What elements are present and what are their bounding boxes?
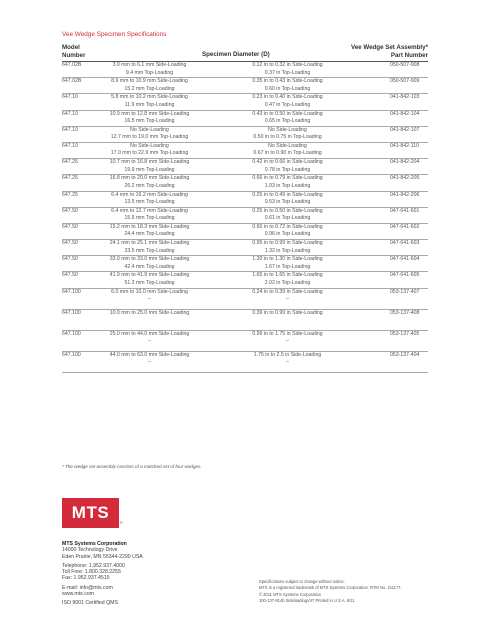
part-number-cell: 053-137-405 — [390, 330, 420, 337]
model-number-cell: 647.10 — [62, 126, 78, 133]
diameter-mm-line: 42.4 mm Top-Loading — [124, 263, 175, 270]
diameter-mm-line: 44.0 mm to 63.0 mm Side-Loading — [109, 351, 190, 358]
diameter-in-cell — [220, 94, 355, 109]
diameter-mm-line: 33.0 mm to 33.0 mm Side-Loading — [109, 256, 190, 263]
diameter-mm-cell — [82, 272, 217, 287]
diameter-in-cell — [220, 256, 355, 271]
diameter-mm-line: 10.0 mm to 25.0 mm Side-Loading — [109, 309, 190, 316]
diameter-in-cell — [220, 62, 355, 77]
registered-mark: ® — [120, 521, 123, 525]
part-number-cell: 050-507-908 — [390, 62, 420, 68]
part-number-cell: 041-842-103 — [390, 94, 420, 101]
part-number-cell: 041-842-204 — [390, 159, 420, 166]
diameter-in-line: No Side-Loading — [268, 126, 307, 133]
diameter-mm-line: 33.5 mm Top-Loading — [124, 247, 175, 254]
diameter-mm-cell — [82, 62, 217, 77]
diameter-in-line: – — [286, 338, 289, 345]
diameter-mm-line: 10.9 mm to 12.8 mm Side-Loading — [109, 110, 190, 117]
diameter-in-line: 0.42 in to 0.66 in Side-Loading — [252, 159, 323, 166]
part-number-cell: 041-842-110 — [390, 142, 420, 149]
diameter-in-cell — [220, 240, 355, 255]
diameter-in-line: 1.32 in Top-Loading — [264, 247, 311, 254]
part-number-cell: 053-137-404 — [390, 351, 420, 358]
diameter-mm-cell — [82, 192, 217, 207]
diameter-mm-cell — [82, 224, 217, 239]
table-row — [62, 289, 428, 310]
diameter-mm-cell — [82, 289, 217, 304]
diameter-mm-line: 15.5 mm Top-Loading — [124, 215, 175, 222]
diameter-mm-line: 16.5 mm Top-Loading — [124, 118, 175, 125]
diameter-in-line: 1.03 in Top-Loading — [264, 182, 311, 189]
diameter-mm-cell — [82, 159, 217, 174]
model-number-cell: 647.02B — [62, 78, 82, 85]
diameter-in-cell — [220, 352, 355, 367]
diameter-in-line: – — [286, 359, 289, 366]
page-title: Vee Wedge Specimen Specifications — [62, 31, 167, 38]
diameter-mm-line: 5.8 mm to 10.2 mm Side-Loading — [111, 94, 188, 101]
table-row — [62, 78, 428, 94]
header-part-number: Vee Wedge Set Assembly* Part Number — [350, 44, 428, 59]
diameter-in-line: 0.66 in to 0.79 in Side-Loading — [252, 175, 323, 182]
model-number-cell: 647.25 — [62, 159, 78, 166]
diameter-mm-cell — [82, 175, 217, 190]
iso-certification: ISO 9001 Certified QMS — [62, 600, 118, 607]
diameter-mm-line: 15.2 mm to 18.3 mm Side-Loading — [109, 223, 190, 230]
diameter-mm-line: 17.0 mm to 22.9 mm Top-Loading — [110, 150, 189, 157]
table-row — [62, 310, 428, 331]
diameter-mm-line: 25.0 mm to 44.0 mm Side-Loading — [109, 330, 190, 337]
diameter-in-line: 1.67 in Top-Loading — [264, 263, 311, 270]
diameter-mm-cell — [82, 208, 217, 223]
diameter-in-line: 0.67 in to 0.90 in Top-Loading — [253, 150, 322, 157]
fax: Fax: 1.952.937.4515 — [62, 575, 110, 582]
table-row — [62, 272, 428, 288]
specifications-table — [62, 61, 428, 373]
part-number-cell: 047-641-604 — [390, 256, 420, 263]
website-link[interactable]: www.mts.com — [62, 591, 94, 598]
diameter-mm-line: 6.0 mm to 10.0 mm Side-Loading — [111, 288, 188, 295]
diameter-mm-cell — [82, 310, 217, 318]
diameter-mm-line: 8.9 mm to 10.9 mm Side-Loading — [111, 78, 188, 85]
diameter-mm-cell — [82, 143, 217, 158]
diameter-mm-cell — [82, 127, 217, 142]
diameter-in-cell — [220, 127, 355, 142]
part-number-cell: 041-842-107 — [390, 126, 420, 133]
diameter-in-cell — [220, 78, 355, 93]
part-number-cell: 053-137-407 — [390, 288, 420, 295]
diameter-mm-line: 19.9 mm Top-Loading — [124, 166, 175, 173]
legal-line-4: 100-137-814b SideloadingV47 Printed in U.S.A. 9/11 — [259, 597, 355, 603]
diameter-mm-line: 26.2 mm Top-Loading — [124, 182, 175, 189]
model-number-cell: 647.50 — [62, 256, 78, 263]
table-row — [62, 331, 428, 352]
diameter-in-line: 0.61 in Top-Loading — [264, 215, 311, 222]
model-number-cell: 647.50 — [62, 207, 78, 214]
table-row — [62, 94, 428, 110]
mts-logo: MTS — [62, 498, 119, 528]
diameter-in-line: 0.43 in to 0.50 in Side-Loading — [252, 110, 323, 117]
diameter-mm-line: 6.4 mm to 12.7 mm Side-Loading — [111, 207, 188, 214]
diameter-in-cell — [220, 111, 355, 126]
part-number-cell: 041-842-205 — [390, 175, 420, 182]
model-number-cell: 647.100 — [62, 330, 81, 337]
diameter-in-line: 0.95 in to 0.99 in Side-Loading — [252, 240, 323, 247]
diameter-in-line: 0.96 in Top-Loading — [264, 231, 311, 238]
legal-block — [259, 579, 402, 604]
table-row — [62, 256, 428, 272]
part-number-cell: 050-507-909 — [390, 78, 420, 85]
diameter-mm-line: 16.8 mm to 20.0 mm Side-Loading — [109, 175, 190, 182]
diameter-in-line: 0.37 in Top-Loading — [264, 69, 311, 76]
diameter-in-line: 0.65 in Top-Loading — [264, 118, 311, 125]
diameter-mm-line: No Side-Loading — [130, 126, 169, 133]
diameter-mm-cell — [82, 111, 217, 126]
diameter-mm-cell — [82, 331, 217, 346]
diameter-mm-cell — [82, 78, 217, 93]
part-number-cell: 041-842-104 — [390, 110, 420, 117]
diameter-in-line: – — [286, 296, 289, 303]
diameter-in-line: 0.47 in Top-Loading — [264, 101, 311, 108]
diameter-in-line: 0.78 in Top-Loading — [264, 166, 311, 173]
diameter-in-line: 0.25 in to 0.50 in Side-Loading — [252, 207, 323, 214]
diameter-mm-line: 41.9 mm to 41.9 mm Side-Loading — [109, 272, 190, 279]
diameter-in-cell — [220, 175, 355, 190]
company-name: MTS Systems Corporation — [62, 541, 127, 547]
address-line-2: Eden Prairie, MN 55344-2290 USA — [62, 553, 143, 560]
diameter-mm-cell — [82, 256, 217, 271]
model-number-cell: 647.10 — [62, 94, 78, 101]
model-number-cell: 647.10 — [62, 110, 78, 117]
diameter-mm-cell — [82, 94, 217, 109]
diameter-mm-cell — [82, 352, 217, 367]
diameter-in-line: 1.75 in to 2.5 in Side-Loading — [253, 351, 322, 358]
diameter-in-cell — [220, 208, 355, 223]
diameter-mm-line: 24.1 mm to 25.1 mm Side-Loading — [109, 240, 190, 247]
diameter-in-cell — [220, 331, 355, 346]
diameter-in-cell — [220, 289, 355, 304]
model-number-cell: 647.100 — [62, 288, 81, 295]
table-row — [62, 111, 428, 127]
diameter-in-line: 1.65 in to 1.65 in Side-Loading — [252, 272, 323, 279]
part-number-cell: 041-842-206 — [390, 191, 420, 198]
diameter-in-cell — [220, 192, 355, 207]
diameter-in-line: 0.60 in to 0.72 in Side-Loading — [252, 223, 323, 230]
table-row — [62, 127, 428, 143]
diameter-in-cell — [220, 310, 355, 318]
model-number-cell: 647.50 — [62, 240, 78, 247]
diameter-mm-line: – — [148, 296, 151, 303]
diameter-in-line: 0.23 in to 0.40 in Side-Loading — [252, 94, 323, 101]
diameter-mm-line: – — [148, 338, 151, 345]
diameter-in-cell — [220, 159, 355, 174]
diameter-in-line: 2.02 in Top-Loading — [264, 279, 311, 286]
diameter-mm-line: No Side-Loading — [130, 142, 169, 149]
model-number-cell: 647.100 — [62, 309, 81, 316]
legal-line-2: MTS is a registered trademark of MTS Systems Corporation. RTM No. 211177. — [259, 585, 402, 591]
model-number-cell: 647.25 — [62, 191, 78, 198]
diameter-mm-line: 12.7 mm to 19.0 mm Top-Loading — [110, 134, 189, 141]
legal-line-3: © 2011 MTS Systems Corporation — [259, 591, 322, 597]
part-number-cell: 053-137-408 — [390, 309, 420, 316]
model-number-cell: 647.50 — [62, 223, 78, 230]
diameter-mm-line: 9.4 mm Top-Loading — [125, 69, 174, 76]
table-row — [62, 159, 428, 175]
diameter-mm-line: 13.5 mm Top-Loading — [124, 199, 175, 205]
table-row — [62, 208, 428, 224]
diameter-mm-line: 3.0 mm to 6.1 mm Side-Loading — [112, 62, 187, 68]
table-row — [62, 240, 428, 256]
table-row — [62, 175, 428, 191]
diameter-mm-line: 11.9 mm Top-Loading — [124, 101, 175, 108]
diameter-in-cell — [220, 224, 355, 239]
table-row — [62, 352, 428, 373]
diameter-mm-cell — [82, 240, 217, 255]
table-row — [62, 62, 428, 78]
address-line-1: 14000 Technology Drive — [62, 547, 118, 554]
table-row — [62, 224, 428, 240]
part-number-cell: 047-641-601 — [390, 207, 420, 214]
header-model-number: Model Number — [62, 44, 86, 59]
diameter-in-line: 0.53 in Top-Loading — [264, 199, 311, 205]
diameter-in-line: 0.39 in to 0.99 in Side-Loading — [252, 309, 323, 316]
model-number-cell: 647.25 — [62, 175, 78, 182]
footnote: * The wedge set assembly consists of a matched set of four wedges. — [62, 464, 202, 469]
diameter-mm-line: – — [148, 359, 151, 366]
diameter-in-line: 0.12 in to 0.32 in Side-Loading — [252, 62, 323, 68]
part-number-cell: 047-641-605 — [390, 272, 420, 279]
part-number-cell: 047-641-602 — [390, 223, 420, 230]
model-number-cell: 647.100 — [62, 351, 81, 358]
legal-line-1: Specifications subject to change without notice. — [259, 579, 345, 584]
table-row — [62, 192, 428, 208]
diameter-in-line: 1.30 in to 1.30 in Side-Loading — [252, 256, 323, 263]
table-row — [62, 143, 428, 159]
diameter-in-line: 0.60 in Top-Loading — [264, 85, 311, 92]
email-link[interactable]: E-mail: info@mts.com — [62, 584, 113, 591]
model-number-cell: 647.02B — [62, 62, 82, 68]
diameter-in-line: 0.99 in to 1.75 in Side-Loading — [252, 330, 323, 337]
diameter-in-line: 0.25 in to 0.49 in Side-Loading — [252, 191, 323, 198]
model-number-cell: 647.10 — [62, 142, 78, 149]
diameter-in-line: 0.24 in to 0.39 in Side-Loading — [252, 288, 323, 295]
diameter-mm-line: 24.4 mm Top-Loading — [124, 231, 175, 238]
diameter-mm-line: 6.4 mm to 16.2 mm Side-Loading — [111, 191, 188, 198]
diameter-mm-line: 15.2 mm Top-Loading — [124, 85, 175, 92]
model-number-cell: 647.50 — [62, 272, 78, 279]
diameter-mm-line: 51.3 mm Top-Loading — [124, 279, 175, 286]
part-number-cell: 047-641-603 — [390, 240, 420, 247]
diameter-in-line: 0.50 in to 0.75 in Top-Loading — [253, 134, 322, 141]
diameter-in-cell — [220, 143, 355, 158]
diameter-in-cell — [220, 272, 355, 287]
company-contact-block — [62, 541, 143, 607]
diameter-mm-line: 10.7 mm to 16.8 mm Side-Loading — [109, 159, 190, 166]
header-specimen-diameter: Specimen Diameter (D) — [202, 51, 270, 58]
diameter-in-line: 0.35 in to 0.43 in Side-Loading — [252, 78, 323, 85]
toll-free: Toll Free: 1.800.328.2255 — [62, 569, 121, 576]
telephone: Telephone: 1.952.937.4000 — [62, 562, 125, 569]
diameter-in-line: No Side-Loading — [268, 142, 307, 149]
